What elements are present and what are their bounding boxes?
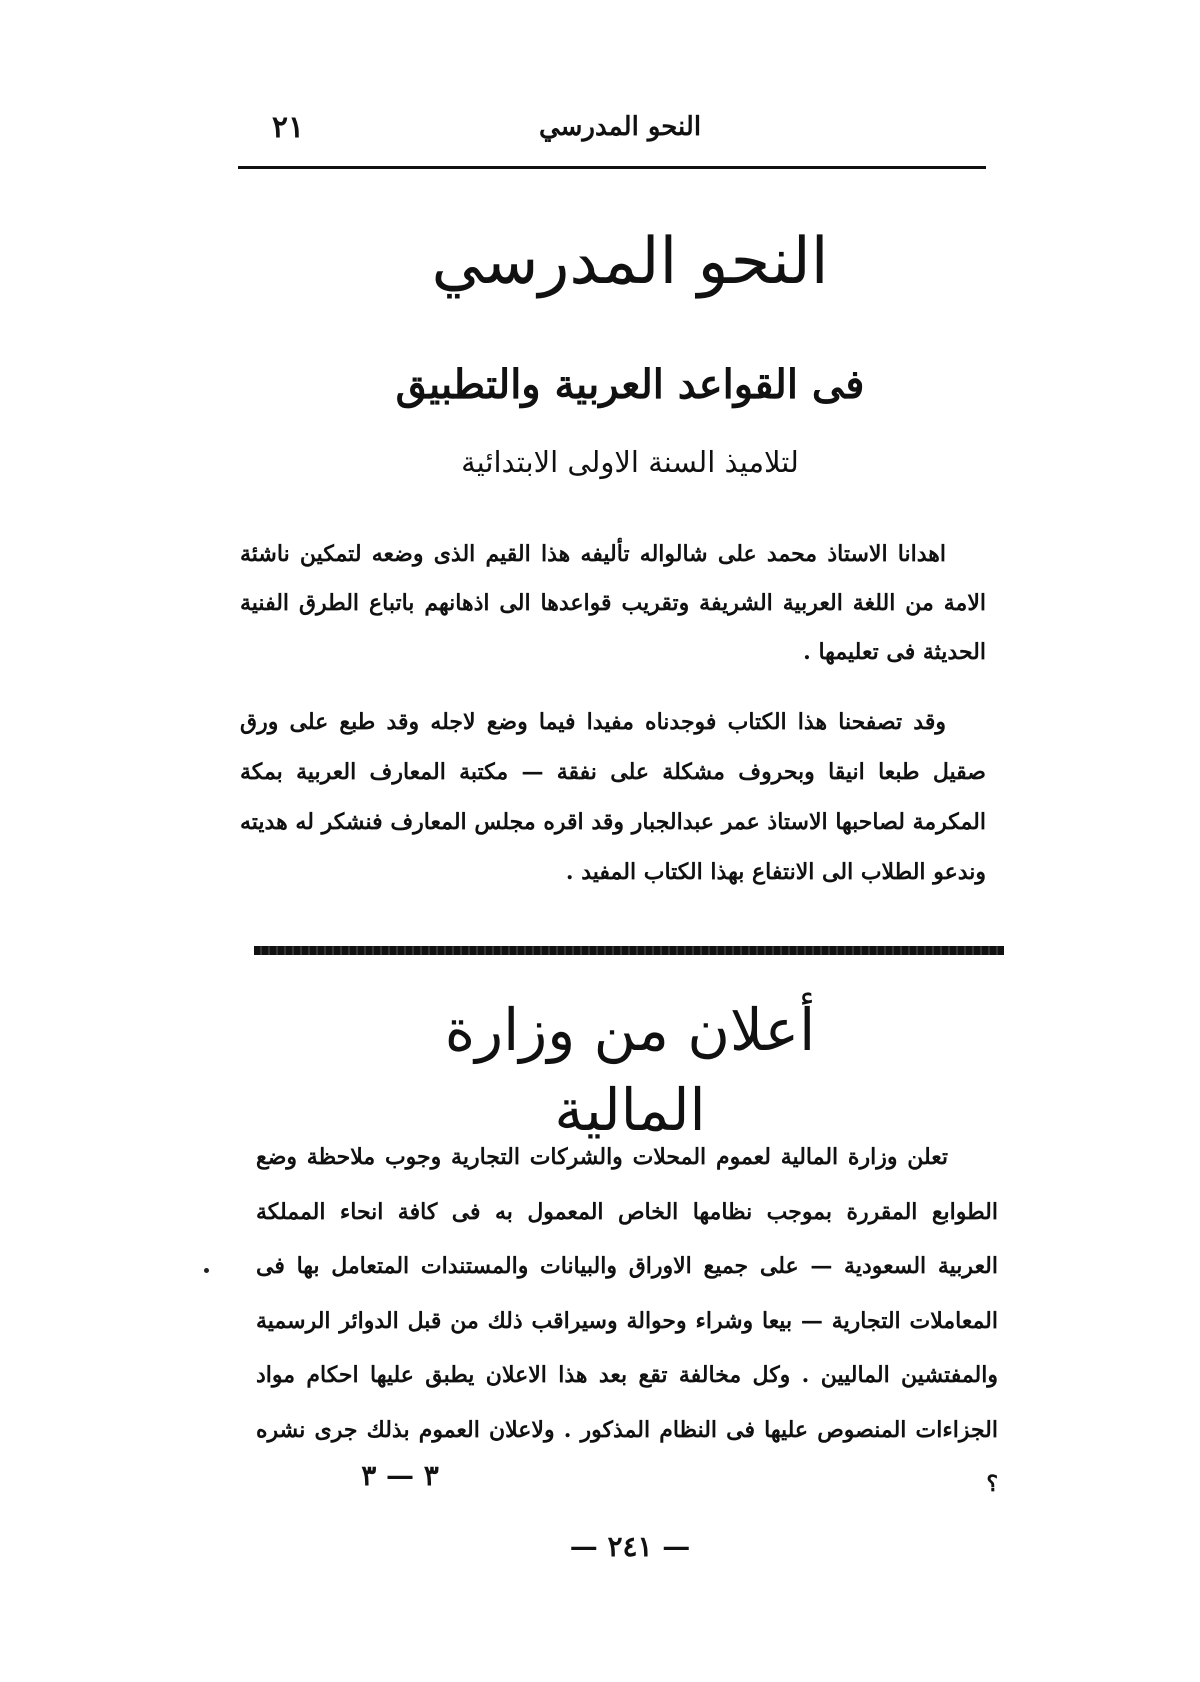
announcement-title: أعلان من وزارة المالية <box>444 996 816 1144</box>
running-header-page-number: ٢١ <box>271 110 305 145</box>
footer-page-number: — ٢٤١ — <box>569 1530 691 1563</box>
header-divider <box>238 166 986 169</box>
book-subtitle: فى القواعد العربية والتطبيق <box>395 361 865 408</box>
book-audience: لتلاميذ السنة الاولى الابتدائية <box>461 445 799 479</box>
section-divider <box>254 946 1004 955</box>
book-title: النحو المدرسي <box>431 225 829 299</box>
review-paragraph: اهدانا الاستاذ محمد على شالواله تأليفه هذا القيم الذى وضعه لتمكين ناشئة الامة من اللغة العربية الشريفة وتقريب قواعدها الى اذهانهم باتباع الطرق الفنية الحديثة فى تعليمها . <box>240 541 986 665</box>
scan-speck <box>204 1268 209 1273</box>
issue-reference: ٣ — ٣ <box>361 1459 439 1492</box>
review-paragraph: وقد تصفحنا هذا الكتاب فوجدناه مفيدا فيما وضع لاجله وقد طبع على ورق صقيل طبعا انيقا وبحروف مشكلة على نفقة — مكتبة المعارف العربية بمكة المكرمة لصاحبها الاستاذ عمر عبدالجبار وقد اقره مجلس المعارف فنشكر له هديته وندعو الطلاب الى الانتفاع بهذا الكتاب المفيد . <box>240 709 986 885</box>
running-header-title: النحو المدرسي <box>538 112 702 142</box>
announcement-body: تعلن وزارة المالية لعموم المحلات والشركات التجارية وجوب ملاحظة وضع الطوابع المقررة بموجب نظامها الخاص المعمول به فى كافة انحاء المملكة العربية السعودية — على جميع الاوراق والبيانات والمستندات المتعامل بها فى المعاملات التجارية — بيعا وشراء وحوالة وسيراقب ذلك من قبل الدوائر الرسمية والمفتشين الماليين . وكل مخالفة تقع بعد هذا الاعلان يطبق عليها احكام مواد الجزاءات المنصوص عليها فى النظام المذكور . ولاعلان العموم بذلك جرى نشره ؟ <box>256 1144 998 1497</box>
